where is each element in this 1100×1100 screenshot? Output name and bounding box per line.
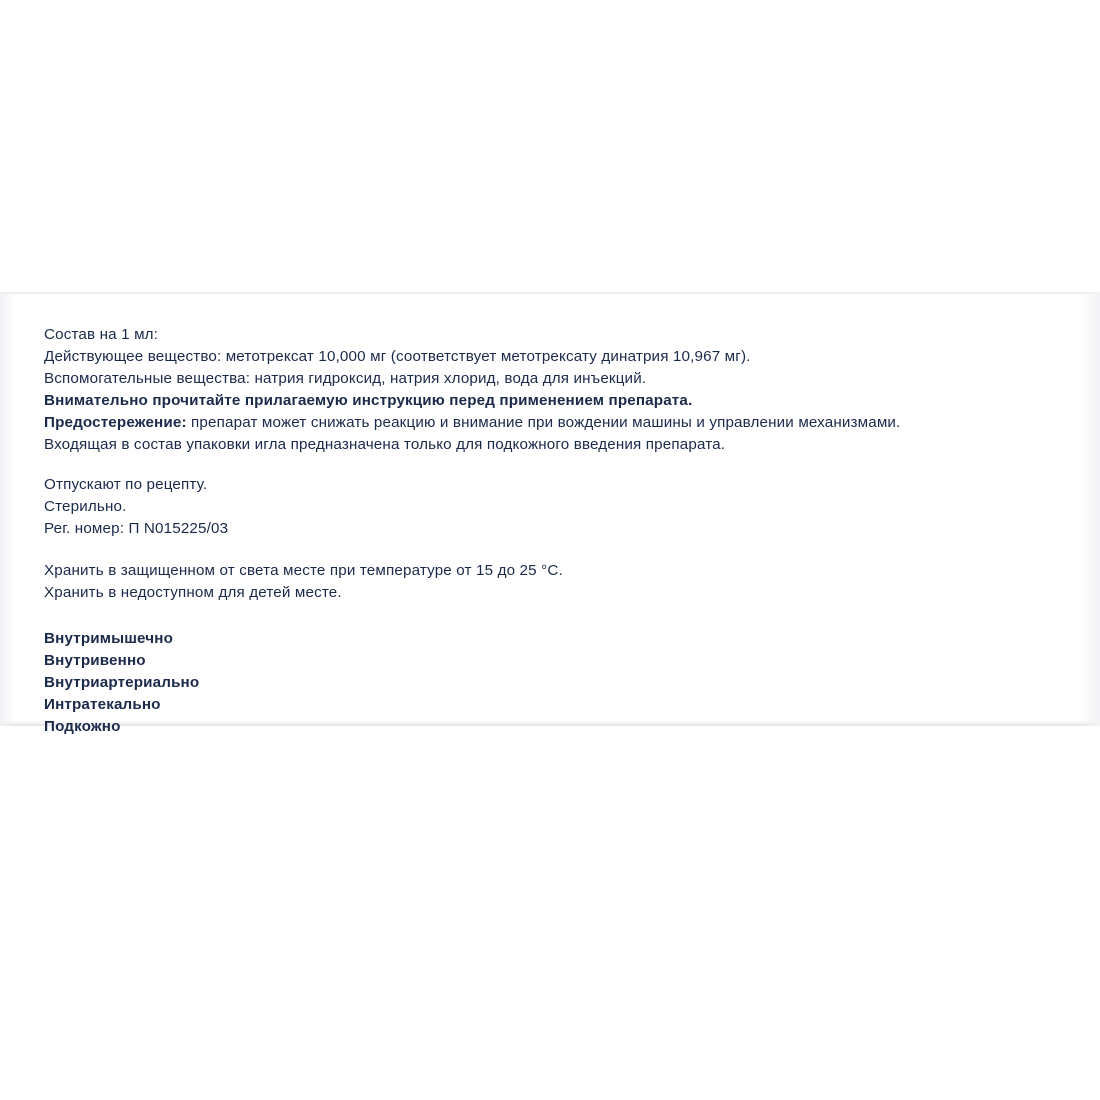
composition-heading: Состав на 1 мл: bbox=[44, 326, 159, 343]
route-item: Интратекально bbox=[44, 696, 161, 713]
spacer-1 bbox=[44, 456, 1004, 474]
warning-caution bbox=[44, 412, 1004, 434]
storage-children: Хранить в недоступном для детей месте. bbox=[44, 584, 342, 601]
composition-active-substance: Действующее вещество: метотрексат 10,000 мг (соответствует метотрексату динатрия 10,967 мг). bbox=[44, 348, 751, 365]
carton-right-shade bbox=[1078, 292, 1100, 726]
route-item: Подкожно bbox=[44, 718, 121, 735]
route-item: Внутривенно bbox=[44, 652, 146, 669]
storage-temperature: Хранить в защищенном от света месте при температуре от 15 до 25 °C. bbox=[44, 562, 563, 579]
carton-left-shade bbox=[0, 292, 16, 726]
carton-text-block bbox=[44, 324, 1004, 738]
carton-top-edge bbox=[0, 292, 1100, 295]
route-item: Внутримышечно bbox=[44, 630, 174, 647]
route-item: Внутриартериально bbox=[44, 674, 200, 691]
warning-caution-text: препарат может снижать реакцию и внимание при вождении машины и управлении механизмами. bbox=[186, 414, 901, 431]
routes-of-administration bbox=[44, 628, 1004, 738]
warning-read-leaflet: Внимательно прочитайте прилагаемую инструкцию перед применением препарата. bbox=[44, 392, 693, 409]
spacer-2 bbox=[44, 540, 1004, 560]
carton-panel bbox=[0, 292, 1100, 735]
legal-prescription: Отпускают по рецепту. bbox=[44, 476, 208, 493]
legal-registration-number: Рег. номер: П N015225/03 bbox=[44, 520, 229, 537]
legal-sterile: Стерильно. bbox=[44, 498, 127, 515]
composition-excipients: Вспомогательные вещества: натрия гидроксид, натрия хлорид, вода для инъекций. bbox=[44, 370, 647, 387]
warning-caution-label: Предостережение: bbox=[44, 414, 187, 431]
warning-needle-note: Входящая в состав упаковки игла предназначена только для подкожного введения препарата. bbox=[44, 436, 726, 453]
